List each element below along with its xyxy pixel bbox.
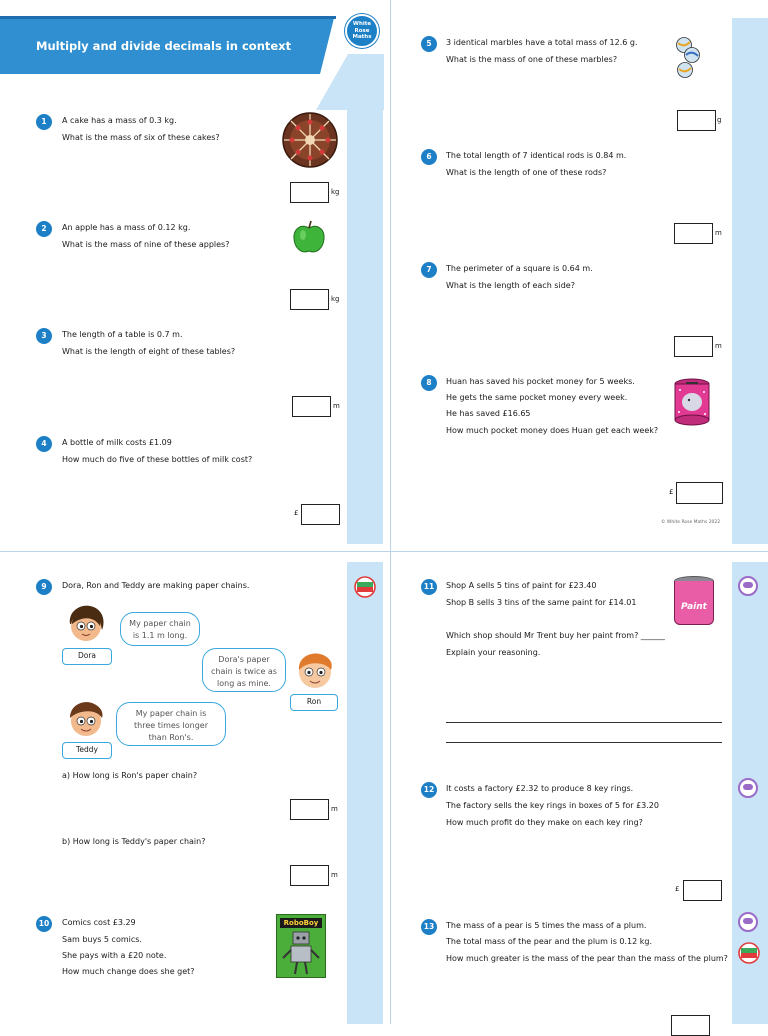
- question-number: 6: [421, 149, 437, 165]
- question-text: What is the length of each side?: [446, 281, 575, 290]
- teddy-speech-bubble: My paper chain is three times longer than Ron's.: [116, 702, 226, 746]
- question-number: 10: [36, 916, 52, 932]
- teddy-name-tag: Teddy: [62, 742, 112, 759]
- unit-label: g: [717, 116, 722, 124]
- question-number: 5: [421, 36, 437, 52]
- answer-box[interactable]: [290, 182, 329, 203]
- answer-box[interactable]: [290, 865, 329, 886]
- question-number: 11: [421, 579, 437, 595]
- white-rose-maths-logo: White Rose Maths: [345, 14, 379, 48]
- robot-icon: [277, 928, 325, 976]
- currency-label: £: [675, 885, 680, 893]
- question-text: The mass of a pear is 5 times the mass of a plum.: [446, 921, 647, 930]
- question-text: Dora, Ron and Teddy are making paper chains.: [62, 581, 250, 590]
- question-part-a: a) How long is Ron's paper chain?: [62, 771, 198, 780]
- question-text: Comics cost £3.29: [62, 918, 136, 927]
- dora-avatar: [64, 602, 108, 646]
- question-text: What is the mass of nine of these apples?: [62, 240, 230, 249]
- ron-name-tag: Ron: [290, 694, 338, 711]
- question-text: The total mass of the pear and the plum is 0.12 kg.: [446, 937, 653, 946]
- question-text: Which shop should Mr Trent buy her paint from? ______: [446, 631, 665, 640]
- thinking-icon: [738, 576, 758, 596]
- page-divider-horizontal: [0, 551, 768, 552]
- thinking-icon: [738, 778, 758, 798]
- paint-label: Paint: [681, 602, 707, 612]
- answer-box[interactable]: [674, 336, 713, 357]
- teddy-avatar: [64, 698, 108, 740]
- question-number: 2: [36, 221, 52, 237]
- question-text: What is the mass of six of these cakes?: [62, 133, 220, 142]
- question-part-b: b) How long is Teddy's paper chain?: [62, 837, 206, 846]
- question-text: 3 identical marbles have a total mass of 12.6 g.: [446, 38, 638, 47]
- question-number: 12: [421, 782, 437, 798]
- question-number: 8: [421, 375, 437, 391]
- answer-box[interactable]: [290, 289, 329, 310]
- page-divider-vertical: [390, 0, 391, 1024]
- page3-side-strip: [347, 562, 383, 1024]
- question-text: Explain your reasoning.: [446, 648, 541, 657]
- bar-model-icon: [352, 576, 378, 598]
- question-text: Shop A sells 5 tins of paint for £23.40: [446, 581, 597, 590]
- comic-book-icon: [276, 914, 326, 978]
- question-text: Shop B sells 3 tins of the same paint for £14.01: [446, 598, 637, 607]
- unit-label: m: [715, 342, 722, 350]
- question-text: The factory sells the key rings in boxes of 5 for £3.20: [446, 801, 659, 810]
- question-text: He gets the same pocket money every week.: [446, 393, 628, 402]
- answer-box[interactable]: [301, 504, 340, 525]
- question-text: What is the length of one of these rods?: [446, 168, 607, 177]
- comic-title: RoboBoy: [280, 918, 322, 928]
- question-text: How much profit do they make on each key ring?: [446, 818, 643, 827]
- question-number: 7: [421, 262, 437, 278]
- ron-avatar: [292, 648, 338, 692]
- question-text: What is the mass of one of these marbles?: [446, 55, 618, 64]
- currency-label: £: [669, 488, 674, 496]
- question-text: Sam buys 5 comics.: [62, 935, 142, 944]
- unit-label: kg: [331, 188, 340, 196]
- marbles-icon: [674, 36, 700, 80]
- question-text: The perimeter of a square is 0.64 m.: [446, 264, 593, 273]
- question-text: How much do five of these bottles of milk cost?: [62, 455, 253, 464]
- unit-label: m: [715, 229, 722, 237]
- question-text: An apple has a mass of 0.12 kg.: [62, 223, 191, 232]
- unit-label: m: [331, 805, 338, 813]
- question-number: 9: [36, 579, 52, 595]
- page1-side-strip: [347, 80, 383, 544]
- apple-icon: [292, 219, 326, 255]
- question-number: 1: [36, 114, 52, 130]
- unit-label: m: [333, 402, 340, 410]
- money-box-icon: [672, 378, 712, 426]
- cake-icon: [282, 112, 338, 168]
- question-text: The total length of 7 identical rods is 0.84 m.: [446, 151, 627, 160]
- copyright-text: © White Rose Maths 2022: [661, 520, 721, 525]
- question-text: It costs a factory £2.32 to produce 8 key rings.: [446, 784, 634, 793]
- answer-box[interactable]: [674, 223, 713, 244]
- question-text: How much greater is the mass of the pear than the mass of the plum?: [446, 954, 728, 963]
- answer-line: [446, 742, 722, 743]
- dora-name-tag: Dora: [62, 648, 112, 665]
- question-number: 4: [36, 436, 52, 452]
- question-text: Huan has saved his pocket money for 5 weeks.: [446, 377, 635, 386]
- page-title: Multiply and divide decimals in context: [36, 39, 292, 53]
- paint-tin-icon: [674, 576, 714, 628]
- question-text: What is the length of eight of these tables?: [62, 347, 236, 356]
- unit-label: kg: [331, 295, 340, 303]
- question-text: He has saved £16.65: [446, 409, 531, 418]
- answer-box[interactable]: [683, 880, 722, 901]
- header-banner: [0, 14, 384, 110]
- bar-model-icon: [736, 942, 762, 964]
- question-text: A cake has a mass of 0.3 kg.: [62, 116, 177, 125]
- question-number: 3: [36, 328, 52, 344]
- question-text: The length of a table is 0.7 m.: [62, 330, 183, 339]
- question-number: 13: [421, 919, 437, 935]
- answer-box[interactable]: [290, 799, 329, 820]
- answer-line: [446, 722, 722, 723]
- unit-label: m: [331, 871, 338, 879]
- currency-label: £: [294, 509, 299, 517]
- answer-box[interactable]: [292, 396, 331, 417]
- question-text: A bottle of milk costs £1.09: [62, 438, 172, 447]
- question-text: How much change does she get?: [62, 967, 195, 976]
- dora-speech-bubble: My paper chain is 1.1 m long.: [120, 612, 200, 646]
- ron-speech-bubble: Dora's paper chain is twice as long as mine.: [202, 648, 286, 692]
- answer-box[interactable]: [671, 1015, 710, 1036]
- page2-side-strip: [732, 18, 768, 544]
- question-text: She pays with a £20 note.: [62, 951, 167, 960]
- answer-box[interactable]: [677, 110, 716, 131]
- thinking-icon: [738, 912, 758, 932]
- question-text: How much pocket money does Huan get each week?: [446, 426, 659, 435]
- answer-box[interactable]: [676, 482, 723, 504]
